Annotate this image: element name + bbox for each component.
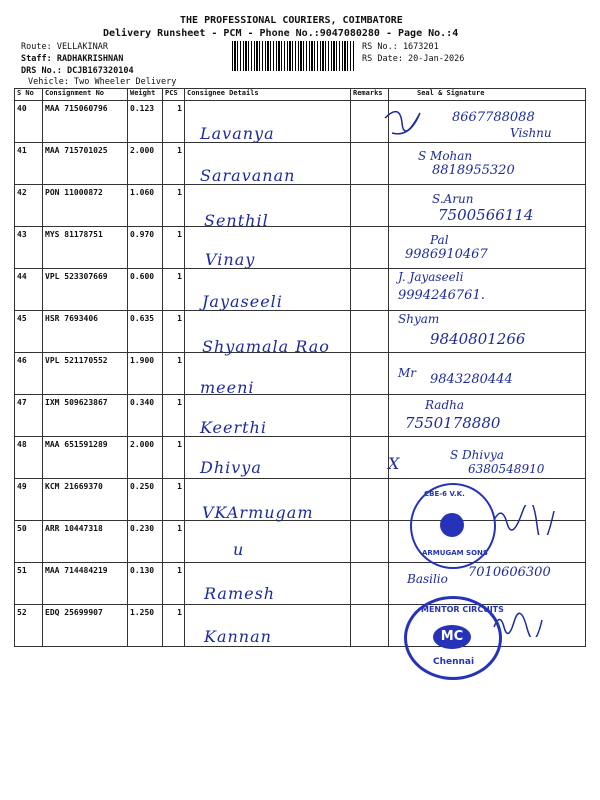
table-row [15, 227, 586, 269]
cell-pcs: 1 [163, 479, 185, 521]
handwritten-consignee: Jayaseeli [202, 292, 283, 311]
stamp-top-text: CBE-6 V.K. [424, 490, 465, 498]
cell-weight: 0.230 [128, 521, 163, 563]
cell-consignment: ARR 10447318 [43, 521, 128, 563]
barcode [232, 41, 354, 71]
cell-consignment: MAA 715060796 [43, 101, 128, 143]
staff-label: Staff: RADHAKRISHNAN [21, 54, 124, 64]
vk-armugam-stamp [410, 483, 496, 569]
table-header-row [15, 89, 586, 101]
table-row [15, 269, 586, 311]
cell-weight: 0.970 [128, 227, 163, 269]
handwritten-phone: 8818955320 [432, 163, 515, 178]
cell-pcs: 1 [163, 227, 185, 269]
cell-pcs: 1 [163, 311, 185, 353]
cell-consignment: MAA 651591289 [43, 437, 128, 479]
cell-remarks [351, 185, 389, 227]
stamp-logo-mc: MC [433, 625, 471, 649]
drs-label: DRS No.: DCJB167320104 [21, 66, 134, 76]
cell-sno: 50 [15, 521, 43, 563]
cell-weight: 1.060 [128, 185, 163, 227]
handwritten-signature: J. Jayaseeli [398, 270, 464, 284]
handwritten-phone: 7010606300 [468, 565, 551, 580]
cell-consignment: HSR 7693406 [43, 311, 128, 353]
cell-pcs: 1 [163, 185, 185, 227]
cell-pcs: 1 [163, 521, 185, 563]
cell-remarks [351, 227, 389, 269]
cell-consignment: VPL 521170552 [43, 353, 128, 395]
cell-sno: 42 [15, 185, 43, 227]
handwritten-consignee: meeni [200, 378, 255, 397]
company-title: THE PROFESSIONAL COURIERS, COIMBATORE [180, 15, 403, 26]
cell-consignment: MAA 714484219 [43, 563, 128, 605]
cell-remarks [351, 479, 389, 521]
cell-consignment: EDQ 25699907 [43, 605, 128, 647]
handwritten-consignee: Senthil [204, 211, 269, 230]
cell-pcs: 1 [163, 563, 185, 605]
cell-remarks [351, 437, 389, 479]
handwritten-signature: Mr [398, 366, 417, 380]
cell-remarks [351, 605, 389, 647]
handwritten-phone: 9986910467 [405, 247, 488, 262]
cell-sno: 44 [15, 269, 43, 311]
remarks-x-mark: X [388, 454, 401, 473]
header-consignment: Consignment No [43, 89, 128, 101]
handwritten-consignee: Ramesh [204, 584, 276, 603]
cell-sno: 47 [15, 395, 43, 437]
cell-sno: 45 [15, 311, 43, 353]
header-pcs: PCS [163, 89, 185, 101]
handwritten-note: Vishnu [510, 126, 552, 140]
cell-weight: 0.250 [128, 479, 163, 521]
cell-pcs: 1 [163, 269, 185, 311]
handwritten-signature: Basilio [407, 572, 448, 586]
header-signature: Seal & Signature [389, 89, 586, 101]
stamp-bottom-text: ARMUGAM SONS [422, 549, 488, 557]
handwritten-phone: 6380548910 [468, 462, 545, 476]
handwritten-phone: 8667788088 [452, 110, 535, 125]
cell-sno: 48 [15, 437, 43, 479]
cell-weight: 1.250 [128, 605, 163, 647]
handwritten-consignee: Keerthi [200, 418, 267, 437]
cell-remarks [351, 353, 389, 395]
handwritten-consignee: u [233, 540, 245, 559]
cell-consignment: KCM 21669370 [43, 479, 128, 521]
cell-weight: 0.123 [128, 101, 163, 143]
handwritten-signature: Pal [430, 233, 449, 247]
handwritten-signature: S.Arun [432, 192, 474, 206]
cell-sno: 51 [15, 563, 43, 605]
cell-sno: 43 [15, 227, 43, 269]
header-weight: Weight [128, 89, 163, 101]
cell-pcs: 1 [163, 395, 185, 437]
handwritten-phone: 9994246761. [398, 288, 485, 303]
cell-remarks [351, 563, 389, 605]
cell-pcs: 1 [163, 143, 185, 185]
cell-weight: 1.900 [128, 353, 163, 395]
handwritten-consignee: Dhivya [200, 458, 262, 477]
route-label: Route: VELLAKINAR [21, 42, 108, 52]
handwritten-phone: 7550178880 [405, 414, 501, 432]
rs-number: RS No.: 1673201 [362, 42, 439, 52]
cell-sno: 40 [15, 101, 43, 143]
cell-consignee [185, 521, 351, 563]
vehicle-label: Vehicle: Two Wheeler Delivery [28, 77, 177, 87]
cell-pcs: 1 [163, 605, 185, 647]
handwritten-consignee: Saravanan [200, 166, 296, 185]
cell-pcs: 1 [163, 353, 185, 395]
cell-consignment: VPL 523307669 [43, 269, 128, 311]
cell-consignment: MAA 715701025 [43, 143, 128, 185]
cell-weight: 0.635 [128, 311, 163, 353]
handwritten-signature: Radha [425, 398, 465, 412]
cell-sno: 46 [15, 353, 43, 395]
cell-sno: 52 [15, 605, 43, 647]
stamp-top-text: MENTOR CIRCUITS [421, 605, 504, 614]
handwritten-signature: Shyam [398, 312, 440, 326]
cell-pcs: 1 [163, 101, 185, 143]
handwritten-consignee: Kannan [204, 627, 272, 646]
cell-weight: 0.130 [128, 563, 163, 605]
runsheet-subtitle: Delivery Runsheet - PCM - Phone No.:9047080280 - Page No.:4 [103, 28, 459, 39]
cell-weight: 2.000 [128, 143, 163, 185]
cell-consignment: IXM 509623867 [43, 395, 128, 437]
cell-weight: 0.340 [128, 395, 163, 437]
signature-scribble [492, 505, 562, 535]
cell-weight: 2.000 [128, 437, 163, 479]
handwritten-phone: 7500566114 [438, 206, 534, 224]
header-consignee: Consignee Details [185, 89, 351, 101]
cell-remarks [351, 395, 389, 437]
cell-consignment: PON 11000872 [43, 185, 128, 227]
cell-sno: 41 [15, 143, 43, 185]
cell-consignment: MYS 81178751 [43, 227, 128, 269]
signature-scribble [380, 103, 440, 143]
rs-date: RS Date: 20-Jan-2026 [362, 54, 465, 64]
cell-remarks [351, 311, 389, 353]
mentor-circuits-stamp [404, 596, 502, 680]
handwritten-consignee: Shyamala Rao [202, 337, 330, 356]
cell-remarks [351, 269, 389, 311]
stamp-bottom-text: Chennai [433, 657, 475, 667]
cell-remarks [351, 521, 389, 563]
handwritten-signature: S Dhivya [450, 448, 504, 462]
handwritten-phone: 9843280444 [430, 372, 513, 387]
handwritten-consignee: Vinay [205, 250, 256, 269]
cell-pcs: 1 [163, 437, 185, 479]
handwritten-consignee: Lavanya [200, 124, 275, 143]
cell-remarks [351, 143, 389, 185]
stamp-emblem-icon [440, 513, 464, 537]
header-sno: S No [15, 89, 43, 101]
handwritten-consignee: VKArmugam [202, 503, 314, 522]
cell-weight: 0.600 [128, 269, 163, 311]
handwritten-signature: S Mohan [418, 149, 473, 163]
header-remarks: Remarks [351, 89, 389, 101]
cell-sno: 49 [15, 479, 43, 521]
handwritten-phone: 9840801266 [430, 330, 526, 348]
